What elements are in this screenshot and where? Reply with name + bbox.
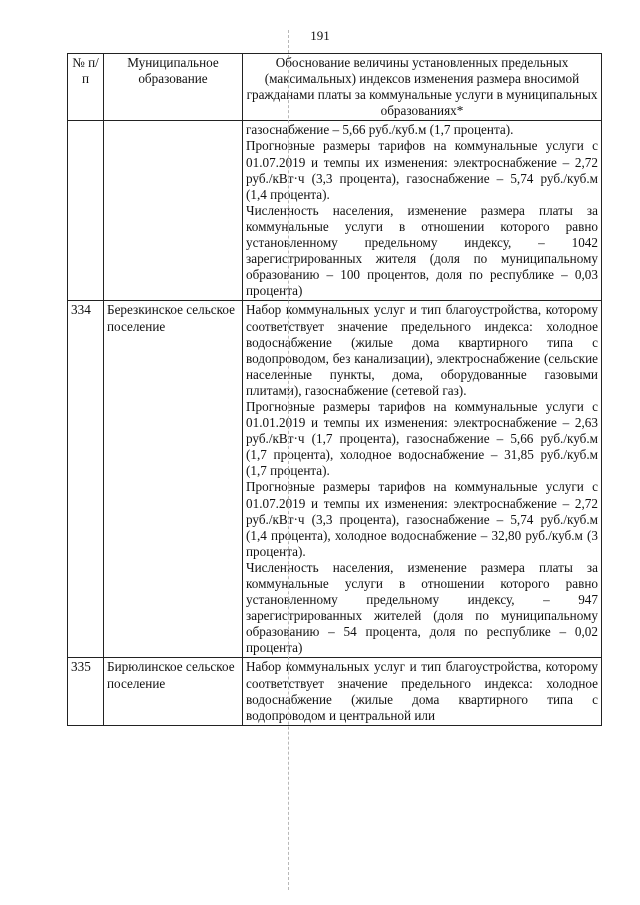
- row-municipality: [104, 121, 243, 301]
- row-justification: [243, 658, 602, 725]
- justification-paragraph: Набор коммунальных услуг и тип благоустройства, которому соответствует значение предельного индекса: холодное водоснабжение (жилые дома квартирного типа с водопроводом и центральной или: [246, 659, 598, 723]
- justification-paragraph: Численность населения, изменение размера платы за коммунальные услуги в отношении которого равно установленному предельному индексу, – 947 зарегистрированных жителей (доля по муниципальному образованию – 54 процента, доля по республике – 0,02 процента): [246, 559, 598, 656]
- page-number: 191: [310, 28, 330, 43]
- scan-fold-line: [288, 30, 289, 890]
- table-row: [68, 121, 602, 301]
- row-municipality: Бирюлинское сельское поселение: [104, 658, 243, 725]
- table-header-row: [68, 54, 602, 121]
- row-justification: [243, 301, 602, 658]
- table-row: [68, 658, 602, 725]
- header-num: № п/п: [68, 54, 104, 121]
- justification-paragraph: Прогнозные размеры тарифов на коммунальные услуги с 01.07.2019 и темпы их изменения: электроснабжение – 2,72 руб./кВт·ч (3,3 процента), газоснабжение – 5,74 руб./куб.м (1,4 процента).: [246, 138, 598, 202]
- row-num: [68, 121, 104, 301]
- justification-paragraph: газоснабжение – 5,66 руб./куб.м (1,7 процента).: [246, 122, 514, 138]
- justification-paragraph: Численность населения, изменение размера платы за коммунальные услуги в отношении которого равно установленному предельному индексу, – 1042 зарегистрированных жителя (доля по муниципальному образованию – 100 процентов, доля по республике – 0,03 процента): [246, 202, 598, 299]
- row-municipality: Березкинское сельское поселение: [104, 301, 243, 658]
- row-num: 334: [68, 301, 104, 658]
- row-justification: [243, 121, 602, 301]
- row-num: 335: [68, 658, 104, 725]
- header-justification: Обоснование величины установленных предельных (максимальных) индексов изменения размера вносимой гражданами платы за коммунальные услуги в муниципальных образованиях*: [243, 54, 602, 121]
- justification-table: [67, 53, 602, 726]
- justification-paragraph: Прогнозные размеры тарифов на коммунальные услуги с 01.01.2019 и темпы их изменения: электроснабжение – 2,63 руб./кВт·ч (1,7 процента), газоснабжение – 5,66 руб./куб.м (1,7 процента), холодное водоснабжение – 31,85 руб./куб.м (1,7 процента).: [246, 398, 598, 479]
- table-row: [68, 301, 602, 658]
- justification-paragraph: Набор коммунальных услуг и тип благоустройства, которому соответствует значение предельного индекса: холодное водоснабжение (жилые дома квартирного типа с водопроводом, без канализации), электроснабжение (сельские населенные пункты, дома, оборудованные газовыми плитами), газоснабжение (сетевой газ).: [246, 302, 598, 398]
- justification-paragraph: Прогнозные размеры тарифов на коммунальные услуги с 01.07.2019 и темпы их изменения: электроснабжение – 2,72 руб./кВт·ч (3,3 процента), газоснабжение – 5,74 руб./куб.м (1,4 процента), холодное водоснабжение – 32,80 руб./куб.м (3 процента).: [246, 479, 598, 559]
- header-municipality: Муниципальное образование: [104, 54, 243, 121]
